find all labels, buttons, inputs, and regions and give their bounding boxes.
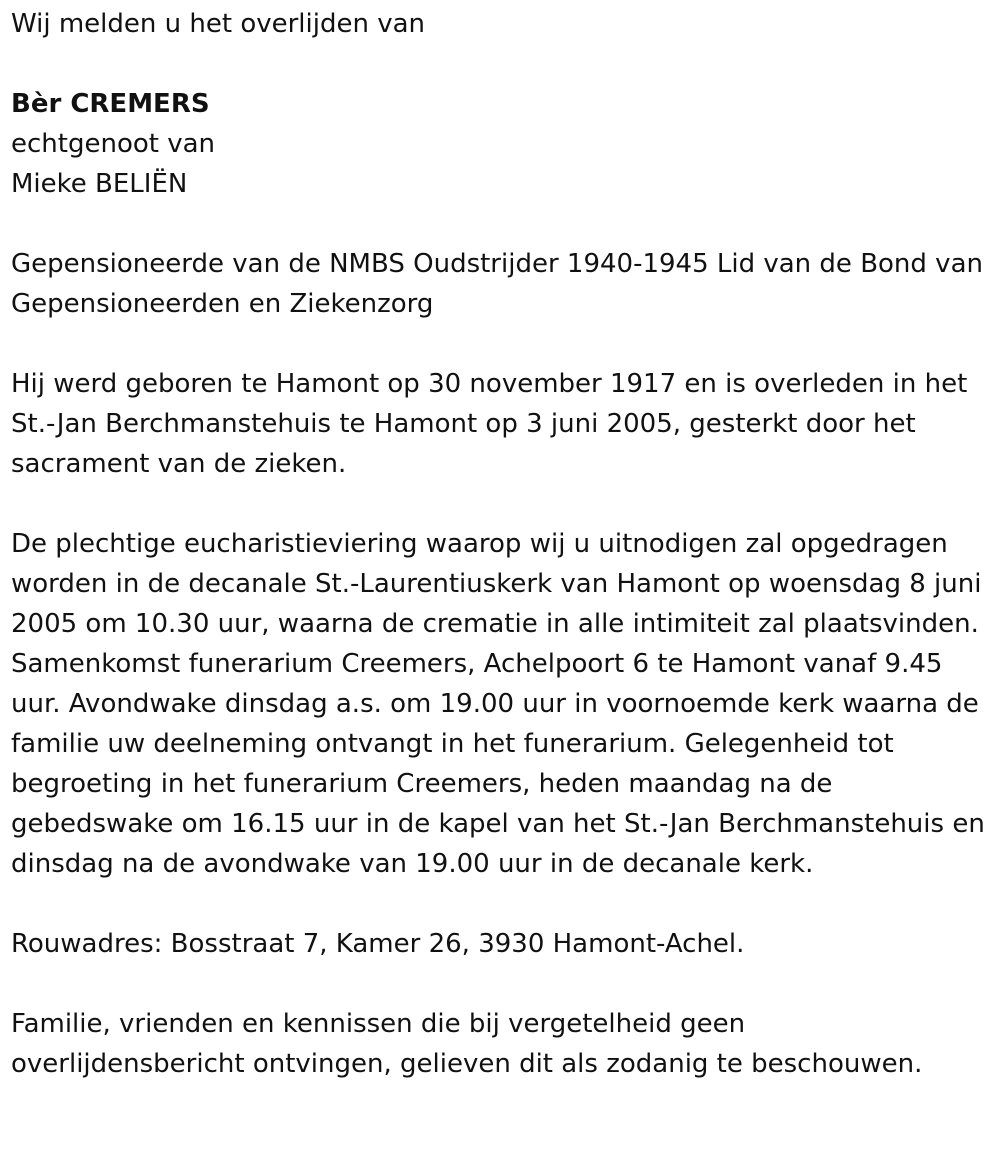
- occupation-paragraph: Gepensioneerde van de NMBS Oudstrijder 1940-1945 Lid van de Bond van Gepensioneerden en Ziekenzorg: [11, 249, 983, 319]
- spacer: [11, 484, 986, 524]
- spacer: [11, 204, 986, 244]
- relation-text: echtgenoot van: [11, 129, 216, 159]
- address-paragraph: Rouwadres: Bosstraat 7, Kamer 26, 3930 Hamont-Achel.: [11, 929, 745, 959]
- spacer: [11, 324, 986, 364]
- spouse-name: Mieke BELIËN: [11, 169, 188, 199]
- closing-paragraph: Familie, vrienden en kennissen die bij vergetelheid geen overlijdensbericht ontvingen, gelieven dit als zodanig te beschouwen.: [11, 1009, 923, 1079]
- spacer: [11, 964, 986, 1004]
- intro-text: Wij melden u het overlijden van: [11, 9, 426, 39]
- spacer: [11, 44, 986, 84]
- funeral-paragraph: De plechtige eucharistieviering waarop wij u uitnodigen zal opgedragen worden in de decanale St.-Laurentiuskerk van Hamont op woensdag 8 juni 2005 om 10.30 uur, waarna de crematie in alle intimiteit zal plaatsvinden. Samenkomst funerarium Creemers, Achelpoort 6 te Hamont vanaf 9.45 uur. Avondwake dinsdag a.s. om 19.00 uur in voornoemde kerk waarna de familie uw deelneming ontvangt in het funerarium. Gelegenheid tot begroeting in het funerarium Creemers, heden maandag na de gebedswake om 16.15 uur in de kapel van het St.-Jan Berchmanstehuis en dinsdag na de avondwake van 19.00 uur in de decanale kerk.: [11, 529, 985, 879]
- deceased-name: Bèr CREMERS: [11, 89, 210, 119]
- spacer: [11, 884, 986, 924]
- birth-death-paragraph: Hij werd geboren te Hamont op 30 november 1917 en is overleden in het St.-Jan Berchmanstehuis te Hamont op 3 juni 2005, gesterkt door het sacrament van de zieken.: [11, 369, 968, 479]
